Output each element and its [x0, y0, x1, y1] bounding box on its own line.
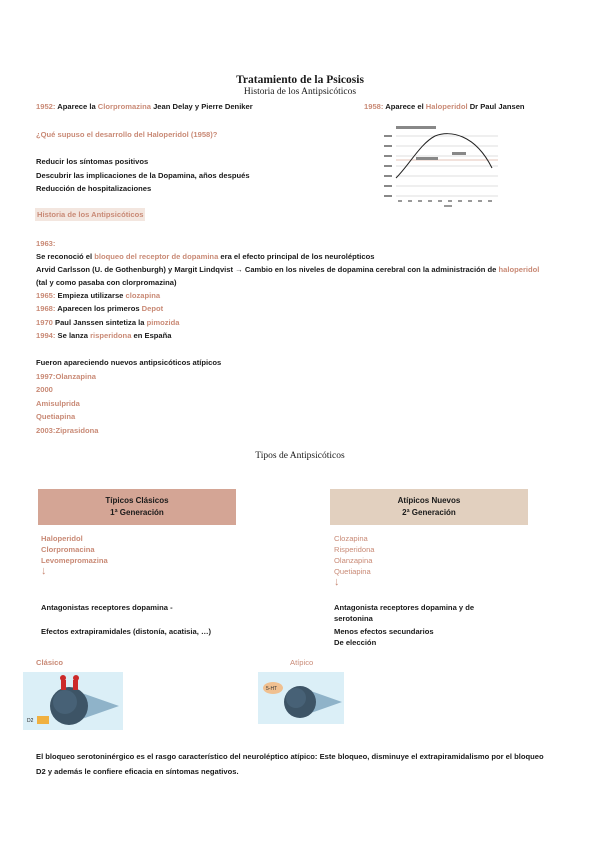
- arrow-down-icon: ↓: [41, 565, 47, 577]
- atypical-subtitle: 2ª Generación: [402, 508, 456, 517]
- page-subtitle: Historia de los Antipsicóticos: [243, 87, 357, 97]
- effect-item: Reducción de hospitalizaciones: [36, 184, 152, 193]
- effect-item: Descubrir las implicaciones de la Dopamina, años después: [36, 170, 250, 180]
- history-heading: Historia de los Antipsicóticos: [37, 210, 144, 219]
- effect-item: Reducir los síntomas positivos: [36, 157, 149, 166]
- typical-header-box: [38, 489, 236, 525]
- atypical-drugs: [334, 533, 375, 588]
- typical-drug: Levomepromazina: [41, 556, 108, 565]
- atypical-title: Atípicos Nuevos: [397, 496, 461, 505]
- typical-desc: Antagonistas receptores dopamina - Efectos extrapiramidales (distonía, acatisia, …): [41, 603, 212, 636]
- atypical-list: Fueron apareciendo nuevos antipsicóticos atípicos 1997:Olanzapina 2000 Amisulprida Quetiapina 2003:Ziprasidona: [36, 358, 222, 435]
- intro-right: 1958: Aparece el Haloperidol Dr Paul Jansen: [364, 102, 525, 111]
- typical-drug: Clorpromacina: [41, 545, 95, 554]
- footer-paragraph: El bloqueo serotoninérgico es el rasgo característico del neuroléptico atípico: Este bloqueo, disminuye el extrapiramidalismo por el bloqueo D2 y además le confiere eficacia en síntomas negativos.: [36, 752, 544, 776]
- serotonin-label: 5-HT: [266, 686, 278, 692]
- atypical-drug: Clozapina: [334, 534, 368, 543]
- arrow-down-icon: ↓: [334, 576, 340, 588]
- page-title: Tratamiento de la Psicosis: [236, 74, 364, 86]
- typical-subtitle: 1ª Generación: [110, 508, 164, 517]
- typical-title: Típicos Clásicos: [105, 496, 169, 505]
- dopamine-graph-image: [380, 124, 504, 210]
- atypical-drug: Olanzapina: [334, 556, 373, 565]
- atypical-desc: Antagonista receptores dopamina y de serotonina Menos efectos secundarios De elección: [334, 603, 475, 647]
- atypical-drug: Risperidona: [334, 545, 375, 554]
- svg-text:D2: D2: [27, 718, 34, 724]
- question-heading: ¿Qué supuso el desarrollo del Haloperidol (1958)?: [36, 130, 218, 139]
- label-clasico: Clásico: [36, 658, 64, 667]
- typical-drug: Haloperidol: [41, 534, 83, 543]
- intro-left: 1952: Aparece la Clorpromazina Jean Delay y Pierre Deniker: [36, 102, 253, 111]
- classic-receptor-image: [23, 672, 123, 730]
- effects-list: [36, 156, 250, 194]
- history-timeline: 1963: Se reconoció el bloqueo del receptor de dopamina era el efecto principal de los neurolépticos Arvid Carlsson (U. de Gothenburgh) y Margit Lindqvist → Cambio en los niveles de dopamina cerebral con la administración de haloperidol (tal y como pasaba con clorpromazina) 1965: Empieza utilizarse clozapina 1968: Aparecen los primeros Depot 1970 Paul Janssen sintetiza la pimozida 1994: Se lanza risperidona en España: [36, 239, 540, 340]
- label-atipico: Atípico: [290, 658, 314, 667]
- types-heading: Tipos de Antipsicóticos: [255, 451, 345, 461]
- atypical-receptor-image: [258, 672, 344, 724]
- atypical-header-box: [330, 489, 528, 525]
- atypical-drug: Quetiapina: [334, 567, 371, 576]
- typical-drugs: [41, 533, 108, 577]
